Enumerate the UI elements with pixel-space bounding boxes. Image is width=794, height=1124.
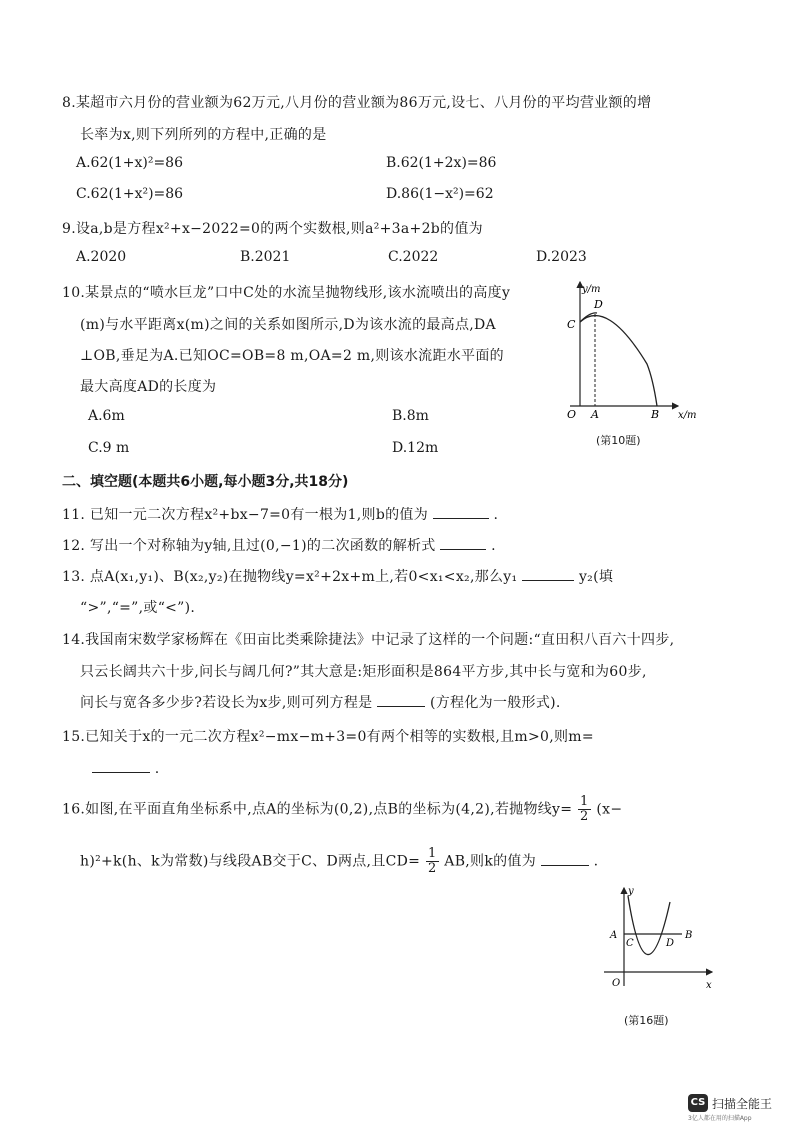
q10-option-c: C.9 m bbox=[88, 440, 130, 456]
q14-line2: 只云长阔共六十步,问长与阔几何?”其大意是:矩形面积是864平方步,其中长与宽和为60步, bbox=[80, 664, 647, 680]
q10-caption: (第10题) bbox=[596, 434, 641, 447]
q10-option-a: A.6m bbox=[88, 408, 125, 424]
q13-text: 13. 点A(x₁,y₁)、B(x₂,y₂)在抛物线y=x²+2x+m上,若0<x₁<x₂,那么y₁ bbox=[62, 569, 518, 585]
q13-answer-blank[interactable] bbox=[522, 566, 574, 581]
q13-text-after: y₂(填 bbox=[578, 569, 614, 585]
q15-answer-blank[interactable] bbox=[92, 758, 150, 773]
q16-end: . bbox=[593, 853, 599, 870]
q8-option-b: B.62(1+2x)=86 bbox=[386, 155, 497, 171]
q13-line1 bbox=[62, 566, 613, 586]
q10-label-y: y/m bbox=[582, 284, 601, 295]
q16-label-a: A bbox=[610, 930, 618, 941]
q10-parabola bbox=[580, 316, 657, 406]
q16-text2: h)²+k(h、k为常数)与线段AB交于C、D两点,且CD= bbox=[80, 853, 421, 870]
q10-option-b: B.8m bbox=[392, 408, 429, 424]
q16-frac2-numerator: 1 bbox=[427, 846, 437, 861]
q15-end: . bbox=[154, 761, 160, 777]
camscanner-tagline: 3亿人都在用的扫描App bbox=[688, 1115, 752, 1122]
q11-line bbox=[62, 504, 498, 524]
q16-answer-blank[interactable] bbox=[541, 851, 589, 866]
camscanner-name: 扫描全能王 bbox=[712, 1097, 773, 1111]
q15-line2 bbox=[92, 758, 160, 777]
q9-option-a: A.2020 bbox=[76, 249, 127, 265]
q10-label-b: B bbox=[651, 408, 660, 421]
q12-end: . bbox=[491, 538, 496, 554]
q8-line2: 长率为x,则下列所列的方程中,正确的是 bbox=[80, 127, 327, 143]
q16-label-x: x bbox=[706, 980, 712, 991]
q10-label-c: C bbox=[567, 318, 576, 331]
q10-label-o: O bbox=[567, 408, 577, 421]
q14-text: 问长与宽各多少步?若设长为x步,则可列方程是 bbox=[80, 695, 373, 711]
q10-label-a: A bbox=[591, 408, 599, 421]
q9-option-d: D.2023 bbox=[536, 249, 587, 265]
scanner-watermark bbox=[688, 1094, 788, 1120]
q12-line bbox=[62, 535, 496, 555]
q13-line2: “>”,“=”,或“<”). bbox=[80, 600, 196, 616]
q15-line1: 15.已知关于x的一元二次方程x²−mx−m+3=0有两个相等的实数根,且m>0,则m= bbox=[62, 729, 594, 745]
q10-figure bbox=[556, 276, 706, 424]
q16-fraction-half-2 bbox=[426, 847, 439, 876]
q16-label-o: O bbox=[612, 978, 621, 989]
q9-line1: 9.设a,b是方程x²+x−2022=0的两个实数根,则a²+3a+2b的值为 bbox=[62, 221, 483, 237]
q16-text2-mid: AB,则k的值为 bbox=[444, 853, 537, 870]
q16-parabola bbox=[628, 896, 670, 955]
q16-frac-numerator: 1 bbox=[580, 794, 589, 809]
q16-text-after: (x− bbox=[596, 801, 623, 818]
q11-text: 11. 已知一元二次方程x²+bx−7=0有一根为1,则b的值为 bbox=[62, 507, 429, 523]
q16-frac-denominator: 2 bbox=[580, 809, 589, 824]
section-2-title: 二、填空题(本题共6小题,每小题3分,共18分) bbox=[62, 474, 349, 490]
q8-option-d: D.86(1−x²)=62 bbox=[386, 186, 494, 202]
camscanner-logo-icon: CS bbox=[688, 1094, 708, 1112]
q14-line1: 14.我国南宋数学家杨辉在《田亩比类乘除捷法》中记录了这样的一个问题:“直田积八百六十四步, bbox=[62, 632, 675, 648]
q10-line2: (m)与水平距离x(m)之间的关系如图所示,D为该水流的最高点,DA bbox=[80, 317, 496, 333]
q11-end: . bbox=[493, 507, 499, 523]
q10-line4: 最大高度AD的长度为 bbox=[80, 379, 217, 395]
q16-line1 bbox=[62, 795, 622, 824]
q16-text: 16.如图,在平面直角坐标系中,点A的坐标为(0,2),点B的坐标为(4,2),若抛物线y= bbox=[62, 801, 573, 818]
q10-line3: ⊥OB,垂足为A.已知OC=OB=8 m,OA=2 m,则该水流距水平面的 bbox=[80, 348, 504, 364]
q16-label-b: B bbox=[685, 930, 693, 941]
q8-option-c: C.62(1+x²)=86 bbox=[76, 186, 184, 202]
q16-fraction-half bbox=[578, 795, 591, 824]
q14-answer-blank[interactable] bbox=[377, 692, 425, 707]
q16-label-c: C bbox=[626, 938, 634, 949]
q9-option-c: C.2022 bbox=[388, 249, 439, 265]
q9-option-b: B.2021 bbox=[240, 249, 291, 265]
q12-answer-blank[interactable] bbox=[440, 535, 486, 550]
q16-figure bbox=[602, 882, 720, 992]
q16-line2 bbox=[80, 847, 598, 876]
q11-answer-blank[interactable] bbox=[433, 504, 489, 519]
q16-caption: (第16题) bbox=[624, 1014, 669, 1027]
q14-line3 bbox=[80, 692, 561, 712]
q8-option-a: A.62(1+x)²=86 bbox=[76, 155, 183, 171]
q16-label-y: y bbox=[628, 886, 634, 897]
q10-label-d: D bbox=[594, 298, 603, 311]
q8-line1: 8.某超市六月份的营业额为62万元,八月份的营业额为86万元,设七、八月份的平均营业额的增 bbox=[62, 95, 652, 111]
q10-label-x: x/m bbox=[678, 410, 697, 421]
q14-text-after: (方程化为一般形式). bbox=[429, 695, 561, 711]
q16-label-d: D bbox=[666, 938, 675, 949]
q12-text: 12. 写出一个对称轴为y轴,且过(0,−1)的二次函数的解析式 bbox=[62, 538, 436, 554]
q10-option-d: D.12m bbox=[392, 440, 439, 456]
q16-frac2-denominator: 2 bbox=[427, 861, 437, 876]
q10-line1: 10.某景点的“喷水巨龙”口中C处的水流呈抛物线形,该水流喷出的高度y bbox=[62, 285, 511, 301]
